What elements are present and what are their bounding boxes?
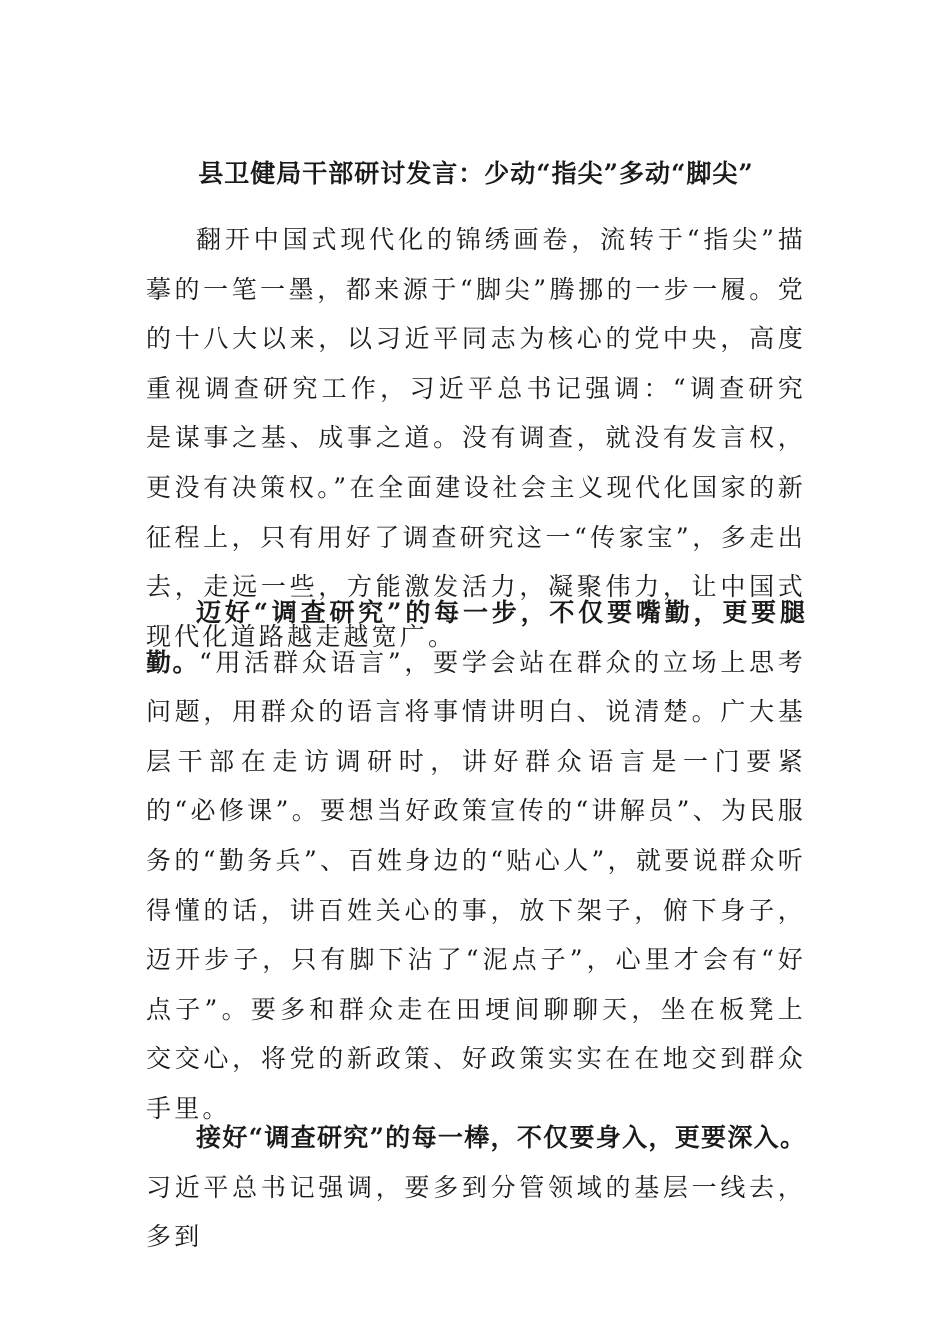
paragraph-lead: 迈好“调查研究”的每一步，不仅要嘴勤，更要腿勤。 (146, 598, 806, 677)
paragraph-baton (146, 1113, 806, 1262)
paragraph-step (146, 588, 806, 1134)
document-title: 县卫健局干部研讨发言：少动“指尖”多动“脚尖” (198, 159, 754, 188)
paragraph-body: “用活群众语言”，要学会站在群众的立场上思考问题，用群众的语言将事情讲明白、说清楚。广大基层干部在走访调研时，讲好群众语言是一门要紧的“必修课”。要想当好政策宣传的“讲解员”、为民服务的“勤务兵”、百姓身边的“贴心人”，就要说群众听得懂的话，讲百姓关心的事，放下架子，俯下身子，迈开步子，只有脚下沾了“泥点子”，心里才会有“好点子”。要多和群众走在田埂间聊聊天，坐在板凳上交交心，将党的新政策、好政策实实在在地交到群众手里。 (146, 647, 806, 1123)
paragraph-body: 翻开中国式现代化的锦绣画卷，流转于“指尖”描摹的一笔一墨，都来源于“脚尖”腾挪的一步一履。党的十八大以来，以习近平同志为核心的党中央，高度重视调查研究工作，习近平总书记强调：“调查研究是谋事之基、成事之道。没有调查，就没有发言权，更没有决策权。”在全面建设社会主义现代化国家的新征程上，只有用好了调查研究这一“传家宝”，多走出去，走远一些，方能激发活力，凝聚伟力，让中国式现代化道路越走越宽广。 (146, 225, 806, 651)
paragraph-body: 习近平总书记强调，要多到分管领域的基层一线去，多到 (146, 1172, 806, 1252)
paragraph-lead: 接好“调查研究”的每一棒，不仅要身入，更要深入。 (196, 1123, 806, 1152)
